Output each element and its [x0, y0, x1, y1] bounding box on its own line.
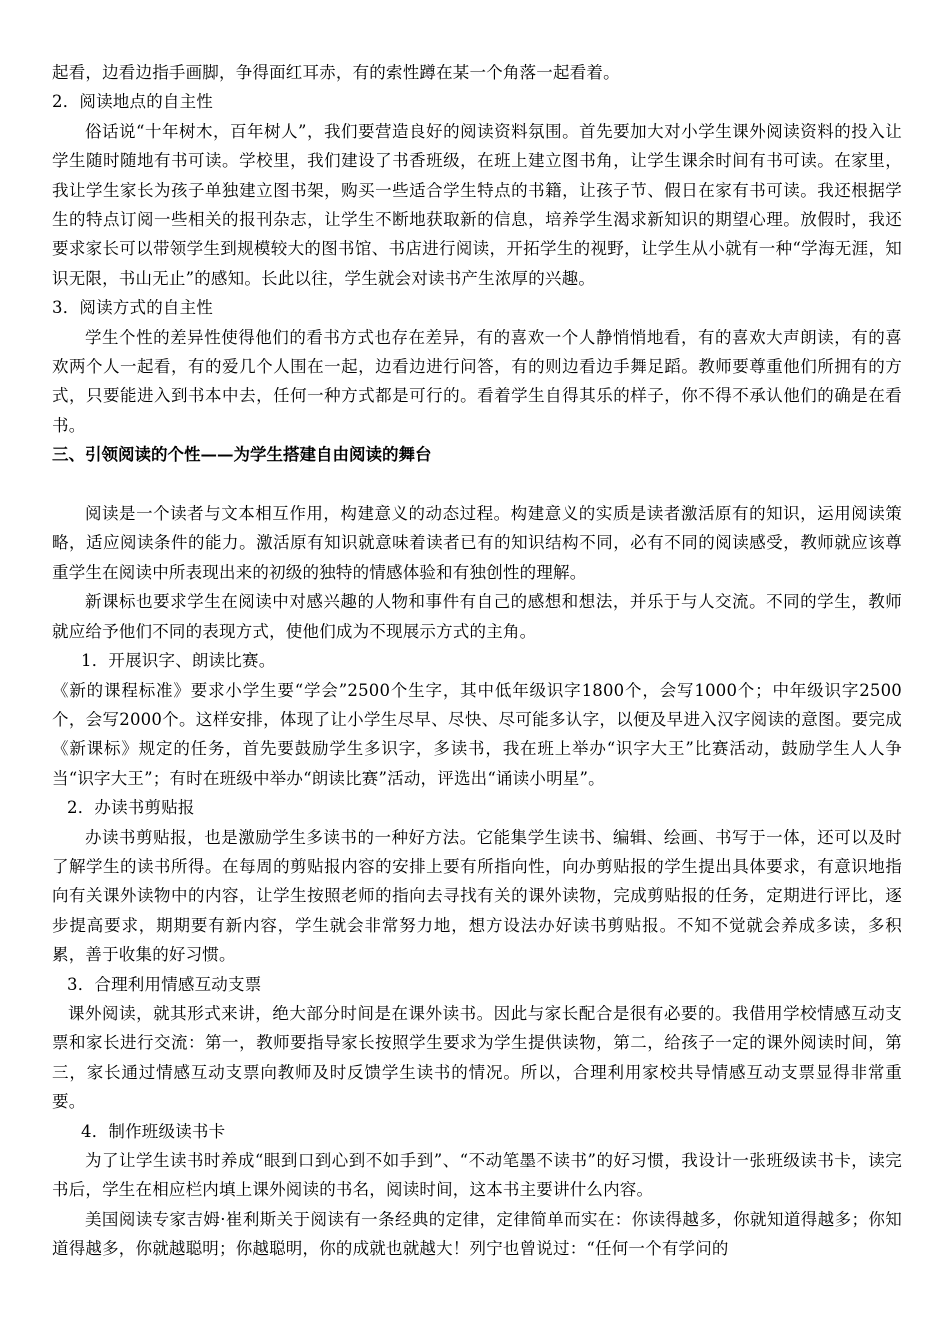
paragraph-interaction-ticket: 课外阅读，就其形式来讲，绝大部分时间是在课外读书。因此与家长配合是很有必要的。我借用学校情感互动支票和家长进行交流：第一，教师要指导家长按照学生要求为学生提供读物，第二，给孩子一定的课外阅读时间，第三，家长通过情感互动支票向教师及时反馈学生读书的情况。所以，合理利用家校共导情感互动支票显得非常重要。	[52, 1003, 902, 1112]
subheading-interaction-ticket: 3．合理利用情感互动支票	[67, 974, 262, 994]
paragraph-literacy-contest: 《新的课程标准》要求小学生要“学会”2500个生字，其中低年级识字1800个，会写1000个；中年级识字2500个，会写2000个。这样安排，体现了让小学生尽早、尽快、尽可能多认字，以便及早进入汉字阅读的意图。要完成《新课标》规定的任务，首先要鼓励学生多识字，多读书，我在班上举办“识字大王”比赛活动，鼓励学生人人争当“识字大王”；有时在班级中举办“朗读比赛”活动，评选出“诵读小明星”。	[52, 680, 902, 788]
subheading-literacy-contest: 1．开展识字、朗读比赛。	[81, 651, 276, 671]
paragraph-reading-law: 美国阅读专家吉姆·崔利斯关于阅读有一条经典的定律，定律简单而实在：你读得越多，你就知道得越多；你知道得越多，你就越聪明；你越聪明，你的成就也就越大！列宁也曾说过：“任何一个有学问的	[52, 1209, 902, 1259]
subheading-reading-location: 2．阅读地点的自主性	[52, 92, 213, 112]
paragraph-reading-card: 为了让学生读书时养成“眼到口到心到不如手到”、“不动笔墨不读书”的好习惯，我设计一张班级读书卡，读完书后，学生在相应栏内填上课外阅读的书名，阅读时间，这本书主要讲什么内容。	[52, 1151, 902, 1200]
paragraph-reading-location: 俗话说“十年树木，百年树人”，我们要营造良好的阅读资料氛围。首先要加大对小学生课外阅读资料的投入让学生随时随地有书可读。学校里，我们建设了书香班级，在班上建立图书角，让学生课余时间有书可读。在家里，我让学生家长为孩子单独建立图书架，购买一些适合学生特点的书籍，让孩子节、假日在家有书可读。我还根据学生的特点订阅一些相关的报刊杂志，让学生不断地获取新的信息，培养学生渴求新知识的期望心理。放假时，我还要求家长可以带领学生到规模较大的图书馆、书店进行阅读，开拓学生的视野，让学生从小就有一种“学海无涯，知识无限，书山无止”的感知。长此以往，学生就会对读书产生浓厚的兴趣。	[52, 121, 902, 288]
paragraph-reading-method: 学生个性的差异性使得他们的看书方式也存在差异，有的喜欢一个人静悄悄地看，有的喜欢大声朗读，有的喜欢两个人一起看，有的爱几个人围在一起，边看边进行问答，有的则边看边手舞足蹈。教师要尊重他们所拥有的方式，只要能进入到书本中去，任何一种方式都是可行的。看着学生自得其乐的样子，你不得不承认他们的确是在看书。	[52, 327, 902, 435]
document-page	[52, 58, 902, 1264]
paragraph-reading-process: 阅读是一个读者与文本相互作用，构建意义的动态过程。构建意义的实质是读者激活原有的知识，运用阅读策略，适应阅读条件的能力。激活原有知识就意味着读者已有的知识结构不同，必有不同的阅读感受，教师就应该尊重学生在阅读中所表现出来的初级的独特的情感体验和有独创性的理解。	[52, 504, 902, 582]
blank-line	[52, 470, 902, 499]
subheading-scrapbook: 2．办读书剪贴报	[67, 798, 195, 818]
paragraph-new-curriculum: 新课标也要求学生在阅读中对感兴趣的人物和事件有自己的感想和想法，并乐于与人交流。不同的学生，教师就应给予他们不同的表现方式，使他们成为不现展示方式的主角。	[52, 592, 902, 641]
paragraph-continuation: 起看，边看边指手画脚，争得面红耳赤，有的索性蹲在某一个角落一起看着。	[52, 63, 620, 82]
subheading-reading-method: 3．阅读方式的自主性	[52, 298, 213, 318]
section-heading-three: 三、引领阅读的个性——为学生搭建自由阅读的舞台	[52, 445, 432, 465]
paragraph-scrapbook: 办读书剪贴报，也是激励学生多读书的一种好方法。它能集学生读书、编辑、绘画、书写于一体，还可以及时了解学生的读书所得。在每周的剪贴报内容的安排上要有所指向性，向办剪贴报的学生提出具体要求，有意识地指向有关课外读物中的内容，让学生按照老师的指向去寻找有关的课外读物，完成剪贴报的任务，定期进行评比，逐步提高要求，期期要有新内容，学生就会非常努力地，想方设法办好读书剪贴报。不知不觉就会养成多读，多积累，善于收集的好习惯。	[52, 827, 902, 965]
subheading-reading-card: 4．制作班级读书卡	[81, 1121, 226, 1141]
